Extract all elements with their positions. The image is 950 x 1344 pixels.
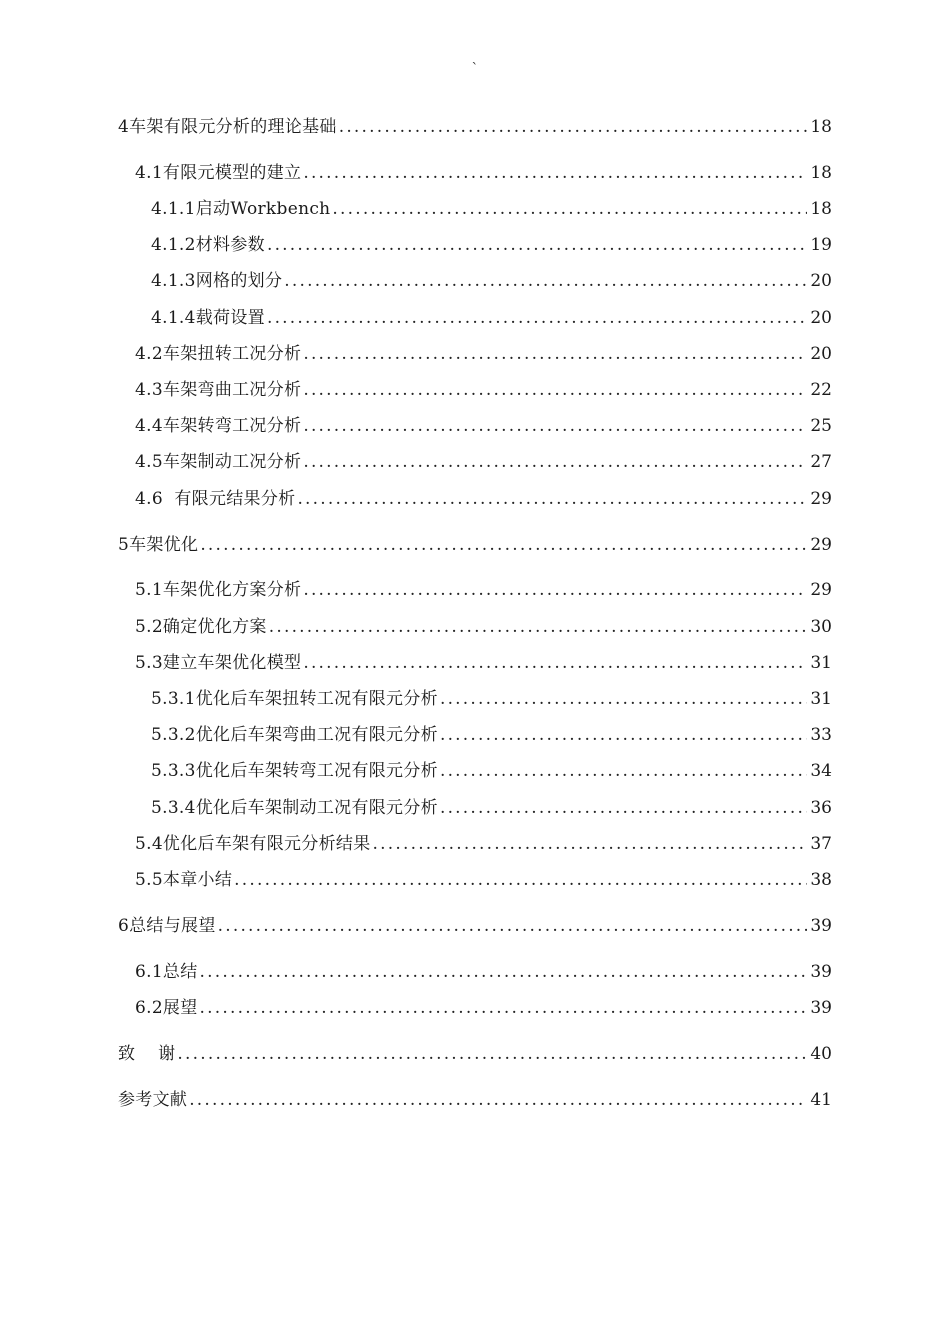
toc-entry-5-2[interactable] bbox=[135, 616, 832, 638]
toc-entry-page: 39 bbox=[810, 998, 832, 1018]
toc-entry-title: 5.3.3优化后车架转弯工况有限元分析 bbox=[151, 761, 438, 781]
toc-entry-title: 4.6 有限元结果分析 bbox=[135, 489, 296, 509]
toc-entry-title: 5车架优化 bbox=[118, 535, 199, 555]
toc-entry-6-2[interactable] bbox=[135, 997, 832, 1019]
toc-entry-6[interactable] bbox=[118, 915, 832, 937]
dot-leader bbox=[200, 534, 807, 556]
toc-entry-title: 4车架有限元分析的理论基础 bbox=[118, 117, 337, 137]
dot-leader bbox=[200, 961, 807, 983]
toc-entry-page: 41 bbox=[810, 1090, 832, 1110]
toc-entry-page: 27 bbox=[810, 452, 832, 472]
toc-entry-5-3[interactable] bbox=[135, 652, 832, 674]
dot-leader bbox=[303, 379, 807, 401]
toc-entry-acknowledgements[interactable] bbox=[118, 1043, 832, 1065]
dot-leader bbox=[440, 724, 807, 746]
toc-entry-6-1[interactable] bbox=[135, 961, 832, 983]
dot-leader bbox=[177, 1043, 807, 1065]
toc-entry-title: 5.3.1优化后车架扭转工况有限元分析 bbox=[151, 689, 438, 709]
toc-entry-4-1-3[interactable] bbox=[151, 270, 832, 292]
toc-entry-4-6[interactable] bbox=[135, 488, 832, 510]
toc-entry-4-1-4[interactable] bbox=[151, 307, 832, 329]
toc-entry-4-1-2[interactable] bbox=[151, 234, 832, 256]
toc-entry-4-5[interactable] bbox=[135, 451, 832, 473]
dot-leader bbox=[332, 198, 807, 220]
dot-leader bbox=[284, 270, 807, 292]
dot-leader bbox=[267, 234, 807, 256]
dot-leader bbox=[200, 997, 807, 1019]
toc-entry-page: 29 bbox=[810, 535, 832, 555]
toc-entry-title: 参考文献 bbox=[118, 1090, 188, 1110]
toc-entry-title: 5.5本章小结 bbox=[135, 870, 233, 890]
dot-leader bbox=[267, 307, 807, 329]
toc-entry-page: 29 bbox=[810, 489, 832, 509]
toc-entry-page: 37 bbox=[810, 834, 832, 854]
toc-entry-page: 31 bbox=[810, 689, 832, 709]
toc-entry-page: 18 bbox=[810, 199, 832, 219]
dot-leader bbox=[440, 688, 807, 710]
toc-entry-title: 4.1有限元模型的建立 bbox=[135, 163, 302, 183]
dot-leader bbox=[303, 451, 807, 473]
dot-leader bbox=[297, 488, 807, 510]
dot-leader bbox=[440, 797, 807, 819]
toc-entry-5-3-3[interactable] bbox=[151, 760, 832, 782]
toc-entry-5-3-4[interactable] bbox=[151, 797, 832, 819]
dot-leader bbox=[303, 343, 807, 365]
toc-entry-4-1-1[interactable] bbox=[151, 198, 832, 220]
toc-entry-4-4[interactable] bbox=[135, 415, 832, 437]
dot-leader bbox=[440, 760, 807, 782]
toc-entry-title: 4.1.4载荷设置 bbox=[151, 308, 265, 328]
toc-entry-4-1[interactable] bbox=[135, 162, 832, 184]
toc-entry-page: 39 bbox=[810, 916, 832, 936]
dot-leader bbox=[269, 616, 807, 638]
dot-leader bbox=[373, 833, 807, 855]
toc-entry-title: 4.1.2材料参数 bbox=[151, 235, 265, 255]
toc-entry-title: 5.3.4优化后车架制动工况有限元分析 bbox=[151, 798, 438, 818]
toc-entry-title: 5.3.2优化后车架弯曲工况有限元分析 bbox=[151, 725, 438, 745]
dot-leader bbox=[303, 162, 807, 184]
toc-entry-page: 18 bbox=[810, 163, 832, 183]
toc-entry-page: 36 bbox=[810, 798, 832, 818]
page-header-mark: ` bbox=[471, 61, 479, 77]
toc-entry-page: 30 bbox=[810, 617, 832, 637]
toc-entry-title: 6.1总结 bbox=[135, 962, 198, 982]
toc-entry-title: 4.5车架制动工况分析 bbox=[135, 452, 302, 472]
toc-entry-page: 31 bbox=[810, 653, 832, 673]
dot-leader bbox=[189, 1089, 807, 1111]
toc-entry-4-2[interactable] bbox=[135, 343, 832, 365]
toc-entry-page: 18 bbox=[810, 117, 832, 137]
toc-entry-page: 20 bbox=[810, 344, 832, 364]
toc-entry-title: 4.1.1启动Workbench bbox=[151, 199, 331, 219]
toc-entry-title: 5.2确定优化方案 bbox=[135, 617, 267, 637]
dot-leader bbox=[218, 915, 807, 937]
dot-leader bbox=[339, 116, 807, 138]
toc-entry-5-4[interactable] bbox=[135, 833, 832, 855]
toc-entry-4-3[interactable] bbox=[135, 379, 832, 401]
toc-entry-5[interactable] bbox=[118, 534, 832, 556]
toc-entry-title: 4.1.3网格的划分 bbox=[151, 271, 283, 291]
toc-entry-page: 40 bbox=[810, 1044, 832, 1064]
dot-leader bbox=[234, 869, 807, 891]
toc-entry-title: 6总结与展望 bbox=[118, 916, 216, 936]
toc-entry-title: 5.1车架优化方案分析 bbox=[135, 580, 302, 600]
toc-entry-5-5[interactable] bbox=[135, 869, 832, 891]
toc-entry-5-1[interactable] bbox=[135, 579, 832, 601]
toc-entry-page: 22 bbox=[810, 380, 832, 400]
dot-leader bbox=[303, 652, 807, 674]
toc-entry-page: 38 bbox=[810, 870, 832, 890]
toc-entry-page: 20 bbox=[810, 308, 832, 328]
toc-entry-page: 29 bbox=[810, 580, 832, 600]
toc-entry-page: 20 bbox=[810, 271, 832, 291]
toc-entry-4[interactable] bbox=[118, 116, 832, 138]
dot-leader bbox=[303, 579, 807, 601]
dot-leader bbox=[303, 415, 807, 437]
toc-entry-title: 4.2车架扭转工况分析 bbox=[135, 344, 302, 364]
toc-entry-page: 39 bbox=[810, 962, 832, 982]
toc-entry-5-3-1[interactable] bbox=[151, 688, 832, 710]
toc-entry-page: 25 bbox=[810, 416, 832, 436]
toc-entry-references[interactable] bbox=[118, 1089, 832, 1111]
toc-entry-page: 19 bbox=[810, 235, 832, 255]
toc-entry-page: 34 bbox=[810, 761, 832, 781]
toc-entry-title: 5.3建立车架优化模型 bbox=[135, 653, 302, 673]
toc-entry-title: 5.4优化后车架有限元分析结果 bbox=[135, 834, 371, 854]
toc-entry-title: 4.4车架转弯工况分析 bbox=[135, 416, 302, 436]
toc-entry-page: 33 bbox=[810, 725, 832, 745]
toc-entry-5-3-2[interactable] bbox=[151, 724, 832, 746]
toc-entry-title: 6.2展望 bbox=[135, 998, 198, 1018]
toc-entry-title: 4.3车架弯曲工况分析 bbox=[135, 380, 302, 400]
toc-entry-title: 致 谢 bbox=[118, 1044, 176, 1064]
